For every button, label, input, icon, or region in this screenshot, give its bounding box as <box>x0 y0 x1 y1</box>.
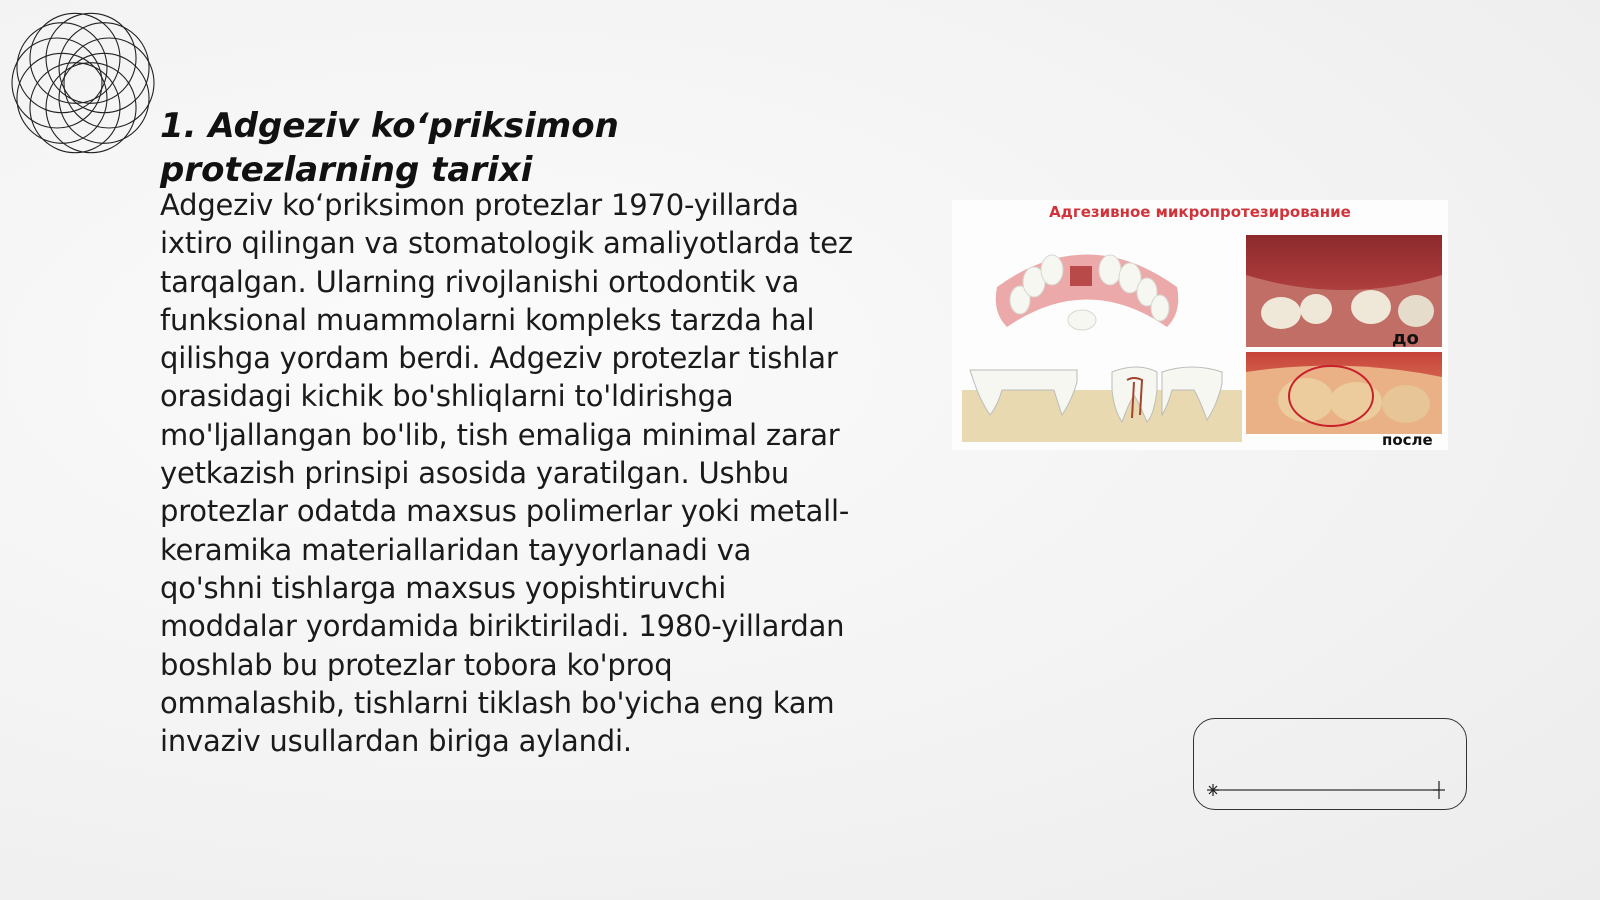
page-title: 1. Adgeziv ko‘priksimon protezlarning tarixi <box>160 106 619 190</box>
dental-arch-illustration <box>982 232 1192 342</box>
body-paragraph: Adgeziv ko‘priksimon protezlar 1970-yillarda ixtiro qilingan va stomatologik amaliyotlarda tez tarqalgan. Ularning rivojlanishi ortodontik va funksional muammolarni kompleks tarzda hal qilishga yordam berdi. Adgeziv protezlar tishlar orasidagi kichik bo'shliqlarni to'ldirishga mo'ljallangan bo'lib, tish emaliga minimal zarar yetkazish prinsipi asosida yaratilgan. Ushbu protezlar odatda maxsus polimerlar yoki metall-keramika materiallaridan tayyorlanadi va qo'shni tishlarga maxsus yopishtiruvchi moddalar yordamida biriktiriladi. 1980-yillardan boshlab bu protezlar tobora ko'proq ommalashib, tishlarni tiklash bo'yicha eng kam invaziv usullardan biriga aylandi. <box>160 188 853 759</box>
tooth-section-illustration <box>962 360 1242 442</box>
dental-figure <box>952 200 1448 450</box>
after-label: после <box>1382 431 1433 449</box>
starburst-icon <box>1207 784 1219 796</box>
decorative-line <box>1205 780 1453 800</box>
figure-caption: Адгезивное микропротезирование <box>1049 203 1351 221</box>
after-photo <box>1246 352 1442 434</box>
sparkle-icon <box>1433 781 1445 799</box>
circular-ornament-icon <box>8 8 158 158</box>
before-label: до <box>1392 328 1419 349</box>
